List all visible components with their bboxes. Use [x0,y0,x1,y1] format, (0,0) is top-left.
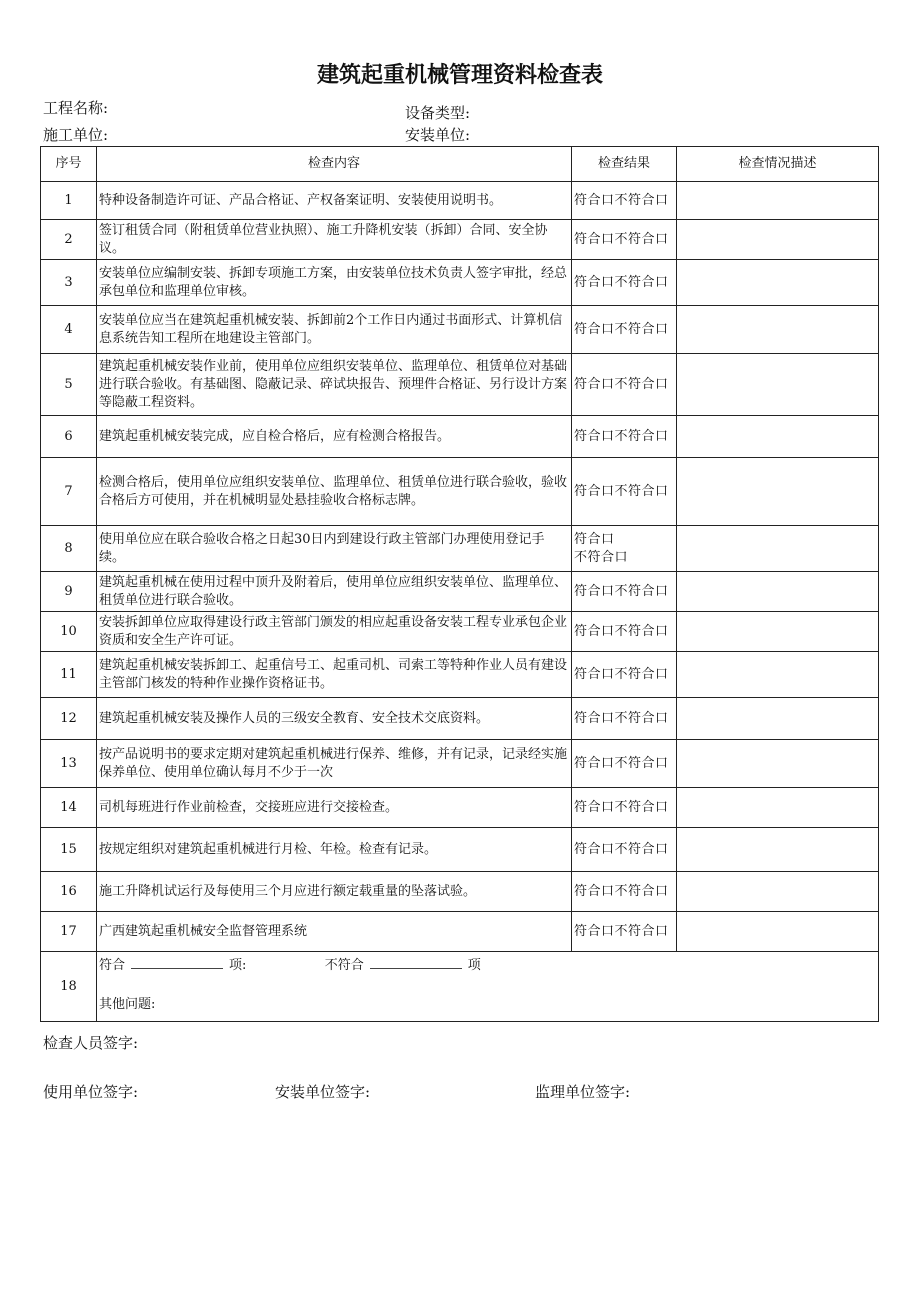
check-content: 安装单位应编制安装、拆卸专项施工方案，由安装单位技术负责人签字审批，经总承包单位和监理单位审核。 [97,260,572,306]
table-row [41,872,879,912]
row-number: 12 [41,698,97,740]
check-result[interactable]: 符合口不符合口 [572,612,677,652]
check-description[interactable] [677,354,879,416]
check-content: 检测合格后，使用单位应组织安装单位、监理单位、租赁单位进行联合验收，验收合格后方可使用，并在机械明显处悬挂验收合格标志牌。 [97,458,572,526]
table-row [41,572,879,612]
header-content: 检查内容 [97,147,572,182]
check-content: 建筑起重机械安装及操作人员的三级安全教育、安全技术交底资料。 [97,698,572,740]
check-description[interactable] [677,828,879,872]
row-number: 9 [41,572,97,612]
check-content: 安装拆卸单位应取得建设行政主管部门颁发的相应起重设备安装工程专业承包企业资质和安全生产许可证。 [97,612,572,652]
row-number: 4 [41,306,97,354]
row-number: 10 [41,612,97,652]
check-content: 建筑起重机械安装作业前，使用单位应组织安装单位、监理单位、租赁单位对基础进行联合验收。有基础图、隐蔽记录、碎试块报告、预埋件合格证、另行设计方案等隐蔽工程资料。 [97,354,572,416]
check-description[interactable] [677,526,879,572]
table-row [41,306,879,354]
equipment-type-label: 设备类型: [405,104,471,122]
row-number: 2 [41,220,97,260]
table-row [41,740,879,788]
check-result[interactable]: 符合口不符合口 [572,182,677,220]
check-result[interactable]: 符合口不符合口 [572,260,677,306]
install-unit-label: 安装单位: [405,126,471,144]
conform-unit: 项: [229,958,247,973]
check-description[interactable] [677,740,879,788]
check-result[interactable]: 符合口不符合口 [572,872,677,912]
header-description: 检查情况描述 [677,147,879,182]
row-number: 5 [41,354,97,416]
row-number: 16 [41,872,97,912]
table-row [41,828,879,872]
header-result: 检查结果 [572,147,677,182]
check-content: 建筑起重机械安装拆卸工、起重信号工、起重司机、司索工等特种作业人员有建设主管部门核发的特种作业操作资格证书。 [97,652,572,698]
table-row [41,182,879,220]
install-unit-signature-label: 安装单位签字: [275,1083,371,1101]
row-number: 3 [41,260,97,306]
header-no: 序号 [41,147,97,182]
check-content: 按规定组织对建筑起重机械进行月检、年检。检查有记录。 [97,828,572,872]
check-description[interactable] [677,698,879,740]
table-row [41,458,879,526]
check-content: 签订租赁合同（附租赁单位营业执照）、施工升降机安装（拆卸）合同、安全协议。 [97,220,572,260]
check-description[interactable] [677,572,879,612]
check-result[interactable]: 符合口不符合口 [572,788,677,828]
nonconform-unit: 项 [467,958,481,973]
conform-count-field[interactable] [131,956,223,969]
row-number: 13 [41,740,97,788]
check-description[interactable] [677,912,879,952]
table-row [41,698,879,740]
check-result[interactable]: 符合口不符合口 [572,698,677,740]
row-number: 14 [41,788,97,828]
check-content: 建筑起重机械安装完成，应自检合格后，应有检测合格报告。 [97,416,572,458]
check-content: 施工升降机试运行及每使用三个月应进行额定载重量的坠落试验。 [97,872,572,912]
row-number: 18 [41,952,97,1022]
check-result[interactable]: 符合口不符合口 [572,740,677,788]
check-result[interactable]: 符合口不符合口 [572,652,677,698]
row-number: 6 [41,416,97,458]
check-content: 建筑起重机械在使用过程中顶升及附着后，使用单位应组织安装单位、监理单位、租赁单位进行联合验收。 [97,572,572,612]
nonconform-label: 不符合 [324,958,364,973]
summary-row [41,952,879,1022]
check-content: 按产品说明书的要求定期对建筑起重机械进行保养、维修，并有记录，记录经实施保养单位、使用单位确认每月不少于一次 [97,740,572,788]
page-title: 建筑起重机械管理资料检查表 [316,63,603,88]
table-row [41,354,879,416]
check-result[interactable]: 符合口不符合口 [572,220,677,260]
table-header-row [41,147,879,182]
check-description[interactable] [677,458,879,526]
check-description[interactable] [677,612,879,652]
check-description[interactable] [677,220,879,260]
check-result[interactable]: 符合口 不符合口 [572,526,677,572]
check-result[interactable]: 符合口不符合口 [572,828,677,872]
project-name-label: 工程名称: [43,99,109,117]
check-description[interactable] [677,182,879,220]
check-description[interactable] [677,788,879,828]
check-result[interactable]: 符合口不符合口 [572,458,677,526]
table-row [41,788,879,828]
supervision-unit-signature-label: 监理单位签字: [535,1083,631,1101]
table-row [41,652,879,698]
row-number: 15 [41,828,97,872]
check-content: 特种设备制造许可证、产品合格证、产权备案证明、安装使用说明书。 [97,182,572,220]
check-content: 安装单位应当在建筑起重机械安装、拆卸前2个工作日内通过书面形式、计算机信息系统告知工程所在地建设主管部门。 [97,306,572,354]
table-row [41,612,879,652]
summary-cell [97,952,879,1022]
check-description[interactable] [677,872,879,912]
construction-unit-label: 施工单位: [43,126,109,144]
check-result[interactable]: 符合口不符合口 [572,572,677,612]
table-row [41,416,879,458]
check-description[interactable] [677,306,879,354]
inspector-signature-label: 检查人员签字: [43,1034,139,1052]
conform-label: 符合 [99,958,126,973]
table-row [41,260,879,306]
row-number: 11 [41,652,97,698]
check-result[interactable]: 符合口不符合口 [572,912,677,952]
user-unit-signature-label: 使用单位签字: [43,1083,139,1101]
row-number: 1 [41,182,97,220]
check-description[interactable] [677,652,879,698]
inspection-table [40,146,879,1022]
table-row [41,220,879,260]
check-result[interactable]: 符合口不符合口 [572,416,677,458]
check-result[interactable]: 符合口不符合口 [572,354,677,416]
nonconform-count-field[interactable] [370,956,462,969]
check-description[interactable] [677,260,879,306]
table-row [41,912,879,952]
row-number: 7 [41,458,97,526]
check-content: 使用单位应在联合验收合格之日起30日内到建设行政主管部门办理使用登记手续。 [97,526,572,572]
check-content: 司机每班进行作业前检查，交接班应进行交接检查。 [97,788,572,828]
check-description[interactable] [677,416,879,458]
row-number: 8 [41,526,97,572]
other-issues-label: 其他问题: [99,997,156,1012]
check-result[interactable]: 符合口不符合口 [572,306,677,354]
table-row [41,526,879,572]
row-number: 17 [41,912,97,952]
check-content: 广西建筑起重机械安全监督管理系统 [97,912,572,952]
